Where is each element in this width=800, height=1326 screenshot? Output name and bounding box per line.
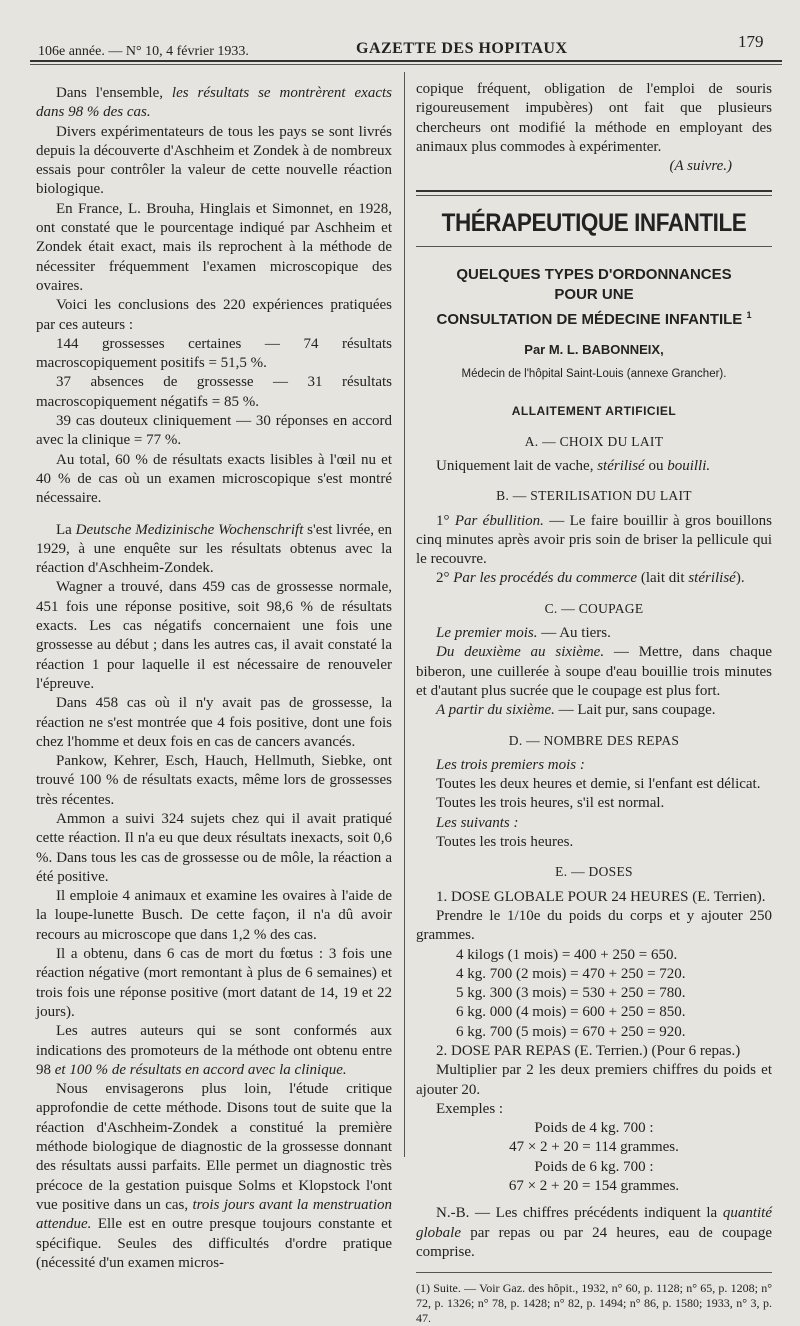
formula-line: 4 kilogs (1 mois) = 400 + 250 = 650. [456, 946, 678, 963]
paragraph: Dans 458 cas où il n'y avait pas de grossesse, la réaction ne s'est montrée que 4 fois positive, dont une fois chez l'homme et deux fois en cas de cancers avancés. [36, 695, 392, 750]
heading-b: B. — STERILISATION DU LAIT [496, 488, 692, 504]
paragraph: Au total, 60 % de résultats exacts lisibles à l'œil nu et 40 % de cas où un examen microscopique s'est montré nécessaire. [36, 451, 392, 507]
paragraph: 2. DOSE PAR REPAS (E. Terrien.) (Pour 6 repas.) [436, 1042, 741, 1059]
article-title: QUELQUES TYPES D'ORDONNANCES POUR UNE CONSULTATION DE MÉDECINE INFANTILE $^1$ [436, 265, 752, 328]
paragraph: Les suivants : [436, 814, 519, 831]
footnote-mark: 1 [746, 309, 752, 320]
issue-info: 106e année. — N° 10, 4 février 1933. [38, 44, 249, 59]
heading-c: C. — COUPAGE [544, 600, 644, 616]
column-divider [404, 72, 405, 1157]
paragraph: copique fréquent, obligation de l'emploi de souris rigoureusement impubères) ont fait que plusieurs chercheurs ont modifié la méthode en employant des animaux plus commodes à expérimenter. [416, 81, 772, 155]
paragraph: 39 cas douteux cliniquement — 30 réponses en accord avec la clinique = 77 %. [36, 413, 392, 449]
left-column [36, 84, 392, 1273]
example-line: 67 × 2 + 20 = 154 grammes. [508, 1178, 680, 1195]
paragraph: En France, L. Brouha, Hinglais et Simonnet, en 1928, ont constaté que le pourcentage indiqué par Aschheim et Zondek était exact, mais ils reprochent à la méthode de nécessiter fréquemment l'examen microscopique des ovaires. [36, 200, 392, 294]
paragraph: Toutes les trois heures. [436, 834, 574, 851]
paragraph: Exemples : [436, 1100, 504, 1117]
right-column [416, 80, 772, 1326]
paragraph: Dans l'ensemble, les résultats se montrèrent exacts dans 98 % des cas. [36, 85, 392, 121]
page-number: 179 [738, 32, 764, 51]
paragraph: Nous envisagerons plus loin, l'étude critique approfondie de cette méthode. Disons tout de suite que la réaction d'Aschheim-Zondek a constitué la première méthode biologique de diagnostic de la grossesse donnant des résultats aussi parfaits. Elle permet un diagnostic très précoce de la gestation puisque Solms et Klopstock l'ont vue positive dans un cas, trois jours avant la menstruation attendue. Elle est en outre presque toujours constante et spécifique. Seules des difficultés d'ordre pratique (nécessité d'un examen micros- [36, 1081, 392, 1271]
example-line: Poids de 6 kg. 700 : [534, 1158, 654, 1175]
section-rule [416, 190, 772, 192]
paragraph: N.-B. — Les chiffres précédents indiquent la quantité globale par repas ou par 24 heures, eau de coupage comprise. [416, 1205, 772, 1260]
paragraph: Il a obtenu, dans 6 cas de mort du fœtus : 3 fois une réaction négative (mort remontant à plus de 6 semaines) et trois fois une réponse positive (mort datant de 14, 19 et 22 jours). [36, 946, 392, 1020]
heading-a: A. — CHOIX DU LAIT [524, 433, 664, 449]
heading-d: D. — NOMBRE DES REPAS [508, 732, 680, 748]
paragraph: 2° Par les procédés du commerce (lait dit stérilisé). [436, 570, 745, 587]
paragraph: Toutes les deux heures et demie, si l'enfant est délicat. [436, 776, 761, 793]
subsection-heading: ALLAITEMENT ARTIFICIEL [511, 404, 677, 419]
paragraph: Toutes les trois heures, s'il est normal. [436, 795, 665, 812]
paragraph: Pankow, Kehrer, Esch, Hauch, Hellmuth, Siebke, ont trouvé 100 % de résultats exacts, même lors de grossesses très récentes. [36, 753, 392, 808]
formula-line: 6 kg. 000 (4 mois) = 600 + 250 = 850. [456, 1004, 686, 1021]
paragraph: Les autres auteurs qui se sont conformés aux indications des promoteurs de la méthode ont obtenu entre 98 et 100 % de résultats en accord avec la clinique. [36, 1023, 392, 1078]
page-header [38, 32, 788, 60]
paragraph: 1° Par ébullition. — Le faire bouillir à gros bouillons cinq minutes après avoir pris soin de briser la pellicule qui le recouvre. [416, 512, 772, 568]
heading-e: E. — DOSES [555, 864, 633, 880]
section-rule-thin [416, 195, 772, 196]
section-rule-bottom [416, 246, 772, 247]
paragraph: 37 absences de grossesse — 31 résultats macroscopiquement négatifs = 85 %. [36, 374, 392, 410]
paragraph: Voici les conclusions des 220 expériences pratiquées par ces auteurs : [36, 297, 392, 333]
header-rule-thin [30, 64, 782, 65]
author-byline: Par M. L. BABONNEIX, [524, 341, 664, 357]
example-line: 47 × 2 + 20 = 114 grammes. [509, 1139, 679, 1156]
header-rule [30, 60, 782, 62]
journal-title: GAZETTE DES HOPITAUX [356, 40, 568, 57]
paragraph: Prendre le 1/10e du poids du corps et y ajouter 250 grammes. [416, 907, 772, 944]
paragraph: Ammon a suivi 324 sujets chez qui il avait pratiqué cette réaction. Il n'a eu que deux résultats inexacts, soit 0,6 %. Dans tous les cas de grossesse ou de môle, la réaction a été positive. [36, 810, 392, 885]
paragraph: Le premier mois. — Au tiers. [436, 625, 611, 642]
paragraph: Divers expérimentateurs de tous les pays se sont livrés depuis la découverte d'Aschheim et Zondek à de nombreux essais pour contrôler la valeur de cette nouvelle réaction biologique. [36, 123, 392, 198]
author-affiliation: Médecin de l'hôpital Saint-Louis (annexe Grancher). [461, 368, 727, 381]
paragraph-gap [36, 509, 392, 521]
footnote: (1) Suite. — Voir Gaz. des hôpit., 1932, n° 60, p. 1128; n° 65, p. 1208; n° 72, p. 1326; n° 78, p. 1428; n° 82, p. 1494; n° 86, p. 1580; 1933, n° 3, p. 47. [416, 1281, 772, 1326]
paragraph: Multiplier par 2 les deux premiers chiffres du poids et ajouter 20. [416, 1062, 772, 1098]
formula-line: 5 kg. 300 (3 mois) = 530 + 250 = 780. [456, 985, 686, 1002]
paragraph: La Deutsche Medizinische Wochenschrift s'est livrée, en 1929, à une enquête sur les résultats obtenus avec la réaction d'Aschheim-Zondek. [36, 521, 392, 577]
to-follow-note: (A suivre.) [669, 158, 732, 175]
paragraph: 1. DOSE GLOBALE POUR 24 HEURES (E. Terrien). [436, 888, 766, 905]
paragraph: A partir du sixième. — Lait pur, sans coupage. [436, 702, 716, 719]
section-title: THÉRAPEUTIQUE INFANTILE [441, 209, 747, 238]
paragraph: Wagner a trouvé, dans 459 cas de grossesse normale, 451 fois une réponse positive, soit 98,6 % de résultats exacts. Les cas négatifs concernaient une fois une grossesse au début ; dans les autres cas, il avait constaté la réaction 1 pour laquelle il est nécessaire de renouveler l'épreuve. [36, 579, 392, 692]
paragraph: Il emploie 4 animaux et examine les ovaires à l'aide de la loupe-lunette Busch. De cette façon, il n'a dû avoir recours au microscope que dans 1,2 % des cas. [36, 888, 392, 943]
formula-line: 6 kg. 700 (5 mois) = 670 + 250 = 920. [456, 1023, 686, 1040]
formula-line: 4 kg. 700 (2 mois) = 470 + 250 = 720. [456, 965, 686, 982]
example-line: Poids de 4 kg. 700 : [534, 1120, 654, 1137]
paragraph: Du deuxième au sixième. — Mettre, dans chaque biberon, une cuillerée à soupe d'eau bouillie trois minutes et d'autant plus sucrée que le coupage est plus fort. [416, 644, 772, 699]
paragraph: Uniquement lait de vache, stérilisé ou bouilli. [436, 457, 711, 474]
footnote-rule [416, 1272, 772, 1273]
paragraph: Les trois premiers mois : [436, 756, 585, 773]
paragraph: 144 grossesses certaines — 74 résultats macroscopiquement positifs = 51,5 %. [36, 335, 392, 372]
